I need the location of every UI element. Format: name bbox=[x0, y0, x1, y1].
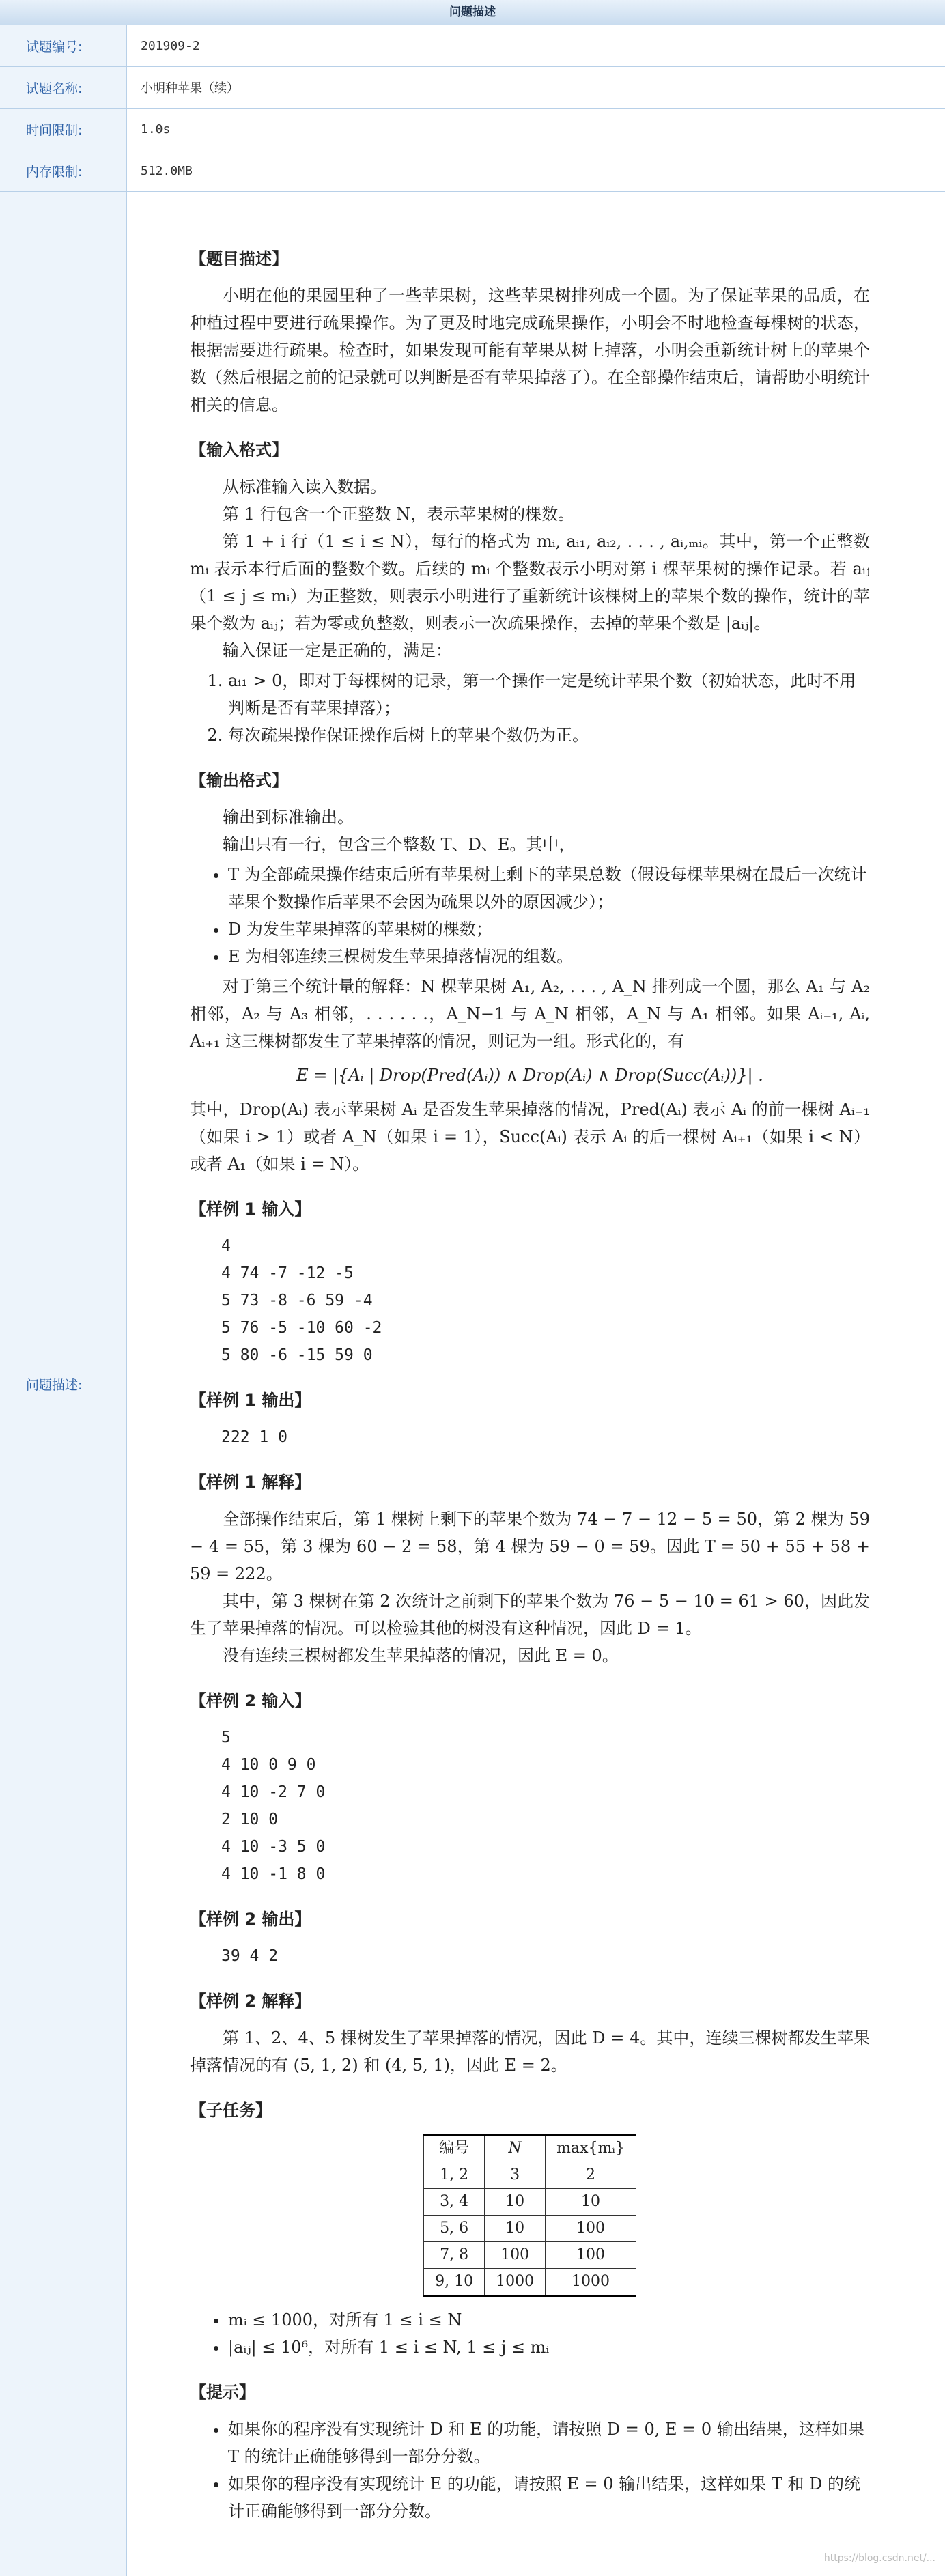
output-line: 输出到标准输出。 bbox=[223, 808, 354, 827]
info-label: 内存限制: bbox=[0, 150, 127, 191]
hint-title: 【提示】 bbox=[190, 2383, 255, 2402]
sample1-explain-line: 其中，第 3 棵树在第 2 次统计之前剩下的苹果个数为 76 − 5 − 10 = 61 > 60，因此发生了苹果掉落的情况。可以检验其他的树没有这种情况，因此 D = 1。 bbox=[190, 1591, 870, 1638]
subtask-title: 【子任务】 bbox=[190, 2101, 272, 2120]
sample1-explain-line: 没有连续三棵树都发生苹果掉落的情况，因此 E = 0。 bbox=[223, 1646, 619, 1665]
info-row-time bbox=[0, 109, 945, 150]
constraint-item: • mᵢ ≤ 1000，对所有 1 ≤ i ≤ N bbox=[228, 2306, 870, 2334]
table-cell: 1000 bbox=[546, 2269, 636, 2296]
output-item: • D 为发生苹果掉落的苹果树的棵数； bbox=[228, 916, 870, 943]
hint-item: • 如果你的程序没有实现统计 D 和 E 的功能，请按照 D = 0, E = 0 输出结果，这样如果 T 的统计正确能够得到一部分分数。 bbox=[228, 2416, 870, 2470]
sample2-output-title: 【样例 2 输出】 bbox=[190, 1910, 311, 1929]
table-cell: 100 bbox=[546, 2242, 636, 2269]
input-line: 第 1 行包含一个正整数 N，表示苹果树的棵数。 bbox=[223, 505, 575, 524]
condition-item: 1. aᵢ₁ > 0，即对于每棵树的记录，第一个操作一定是统计苹果个数（初始状态，此时不用判断是否有苹果掉落）； bbox=[228, 667, 870, 722]
formula-note: 其中，Drop(Aᵢ) 表示苹果树 Aᵢ 是否发生苹果掉落的情况，Pred(Aᵢ) 表示 Aᵢ 的前一棵树 Aᵢ₋₁（如果 i > 1）或者 A_N（如果 i = 1），Succ(Aᵢ) 表示 Aᵢ 的后一棵树 Aᵢ₊₁（如果 i < N）或者 A₁（如果 i = N）。 bbox=[190, 1100, 870, 1174]
table-row bbox=[424, 2189, 636, 2216]
desc-title: 【题目描述】 bbox=[190, 249, 288, 268]
table-header-cell: N bbox=[485, 2135, 546, 2162]
input-title: 【输入格式】 bbox=[190, 440, 288, 459]
sample1-output-code: 222 1 0 bbox=[221, 1428, 287, 1446]
description-label: 问题描述: bbox=[0, 192, 127, 2576]
table-cell: 10 bbox=[546, 2189, 636, 2216]
sample1-output-title: 【样例 1 输出】 bbox=[190, 1391, 311, 1410]
output-item: • T 为全部疏果操作结束后所有苹果树上剩下的苹果总数（假设每棵苹果树在最后一次统计苹果个数操作后苹果不会因为疏果以外的原因减少）； bbox=[228, 861, 870, 916]
table-cell: 1000 bbox=[485, 2269, 546, 2296]
table-row bbox=[424, 2216, 636, 2242]
table-cell: 9, 10 bbox=[424, 2269, 485, 2296]
input-line: 输入保证一定是正确的，满足： bbox=[223, 641, 452, 660]
table-cell: 7, 8 bbox=[424, 2242, 485, 2269]
table-cell: 100 bbox=[546, 2216, 636, 2242]
subtask-table bbox=[423, 2134, 636, 2297]
formula: E = |{Aᵢ | Drop(Pred(Aᵢ)) ∧ Drop(Aᵢ) ∧ Drop(Succ(Aᵢ))}| . bbox=[296, 1066, 763, 1085]
header-title: 问题描述 bbox=[0, 0, 945, 25]
sample2-output-code: 39 4 2 bbox=[221, 1947, 279, 1965]
output-line: 输出只有一行，包含三个整数 T、D、E。其中， bbox=[223, 835, 576, 854]
info-row-memory bbox=[0, 150, 945, 192]
constraints-list bbox=[190, 2306, 870, 2361]
table-header-row bbox=[424, 2135, 636, 2162]
table-cell: 100 bbox=[485, 2242, 546, 2269]
table-cell: 3, 4 bbox=[424, 2189, 485, 2216]
table-cell: 10 bbox=[485, 2216, 546, 2242]
table-cell: 1, 2 bbox=[424, 2162, 485, 2189]
input-line: 第 1 + i 行（1 ≤ i ≤ N），每行的格式为 mᵢ, aᵢ₁, aᵢ₂, . . . , aᵢ,ₘᵢ。其中，第一个正整数 mᵢ 表示本行后面的整数个数。后续的 mᵢ 个整数表示小明对第 i 棵苹果树的操作记录。若 aᵢⱼ（1 ≤ j ≤ mᵢ）为正整数，则表示小明进行了重新统计该棵树上的苹果个数的操作，统计的苹果个数为 aᵢⱼ；若为零或负整数，则表示一次疏果操作，去掉的苹果个数是 |aᵢⱼ|。 bbox=[190, 532, 870, 633]
desc-text: 小明在他的果园里种了一些苹果树，这些苹果树排列成一个圆。为了保证苹果的品质，在种植过程中要进行疏果操作。为了更及时地完成疏果操作，小明会不时地检查每棵树的状态，根据需要进行疏果。检查时，如果发现可能有苹果从树上掉落，小明会重新统计树上的苹果个数（然后根据之前的记录就可以判断是否有苹果掉落了）。在全部操作结束后，请帮助小明统计相关的信息。 bbox=[190, 286, 870, 414]
info-value: 1.0s bbox=[141, 122, 171, 137]
info-label: 试题编号: bbox=[0, 25, 127, 66]
hint-item: • 如果你的程序没有实现统计 E 的功能，请按照 E = 0 输出结果，这样如果 T 和 D 的统计正确能够得到一部分分数。 bbox=[228, 2470, 870, 2525]
problem-body bbox=[127, 192, 945, 2576]
output-item: • E 为相邻连续三棵树发生苹果掉落情况的组数。 bbox=[228, 943, 870, 970]
output-items bbox=[190, 861, 870, 970]
info-label: 试题名称: bbox=[0, 67, 127, 108]
condition-item: 2. 每次疏果操作保证操作后树上的苹果个数仍为正。 bbox=[228, 722, 870, 749]
input-line: 从标准输入读入数据。 bbox=[223, 477, 386, 496]
sample1-explain-title: 【样例 1 解释】 bbox=[190, 1473, 311, 1492]
info-row-name bbox=[0, 67, 945, 109]
table-cell: 5, 6 bbox=[424, 2216, 485, 2242]
output-title: 【输出格式】 bbox=[190, 771, 288, 790]
sample2-input-code: 5 4 10 0 9 0 4 10 -2 7 0 2 10 0 4 10 -3 5 0 4 10 -1 8 0 bbox=[221, 1729, 326, 1883]
sample1-explain-line: 全部操作结束后，第 1 棵树上剩下的苹果个数为 74 − 7 − 12 − 5 = 50，第 2 棵为 59 − 4 = 55，第 3 棵为 60 − 2 = 58，第 4 棵为 59 − 0 = 59。因此 T = 50 + 55 + 58 + 59 = 222。 bbox=[190, 1510, 870, 1583]
table-cell: 3 bbox=[485, 2162, 546, 2189]
sample2-input-title: 【样例 2 输入】 bbox=[190, 1691, 311, 1710]
hints-list bbox=[190, 2416, 870, 2525]
info-row-id bbox=[0, 25, 945, 67]
sample2-explain-text: 第 1、2、4、5 棵树发生了苹果掉落的情况，因此 D = 4。其中，连续三棵树都发生苹果掉落情况的有 (5, 1, 2) 和 (4, 5, 1)，因此 E = 2。 bbox=[190, 2028, 870, 2075]
table-cell: 2 bbox=[546, 2162, 636, 2189]
table-row bbox=[424, 2162, 636, 2189]
info-value: 201909-2 bbox=[141, 38, 200, 53]
table-header-cell: 编号 bbox=[424, 2135, 485, 2162]
info-label: 时间限制: bbox=[0, 109, 127, 150]
constraint-item: • |aᵢⱼ| ≤ 10⁶，对所有 1 ≤ i ≤ N, 1 ≤ j ≤ mᵢ bbox=[228, 2334, 870, 2361]
info-value: 小明种苹果（续） bbox=[141, 81, 239, 96]
table-row bbox=[424, 2269, 636, 2296]
sample1-input-code: 4 4 74 -7 -12 -5 5 73 -8 -6 59 -4 5 76 -5 -10 60 -2 5 80 -6 -15 59 0 bbox=[221, 1237, 382, 1364]
watermark-text: https://blog.csdn.net/... bbox=[823, 2553, 935, 2564]
sample1-input-title: 【样例 1 输入】 bbox=[190, 1200, 311, 1219]
input-conditions bbox=[190, 667, 870, 749]
third-stat-text: 对于第三个统计量的解释：N 棵苹果树 A₁, A₂, . . . , A_N 排列成一个圆，那么 A₁ 与 A₂ 相邻，A₂ 与 A₃ 相邻，. . . . . .，A_N−1 与 A_N 相邻，A_N 与 A₁ 相邻。如果 Aᵢ₋₁, Aᵢ, Aᵢ₊₁ 这三棵树都发生了苹果掉落的情况，则记为一组。形式化的，有 bbox=[190, 977, 870, 1051]
table-row bbox=[424, 2242, 636, 2269]
sample2-explain-title: 【样例 2 解释】 bbox=[190, 1992, 311, 2011]
info-value: 512.0MB bbox=[141, 163, 193, 178]
table-header-cell: max{mᵢ} bbox=[546, 2135, 636, 2162]
description-row bbox=[0, 192, 945, 2576]
table-cell: 10 bbox=[485, 2189, 546, 2216]
